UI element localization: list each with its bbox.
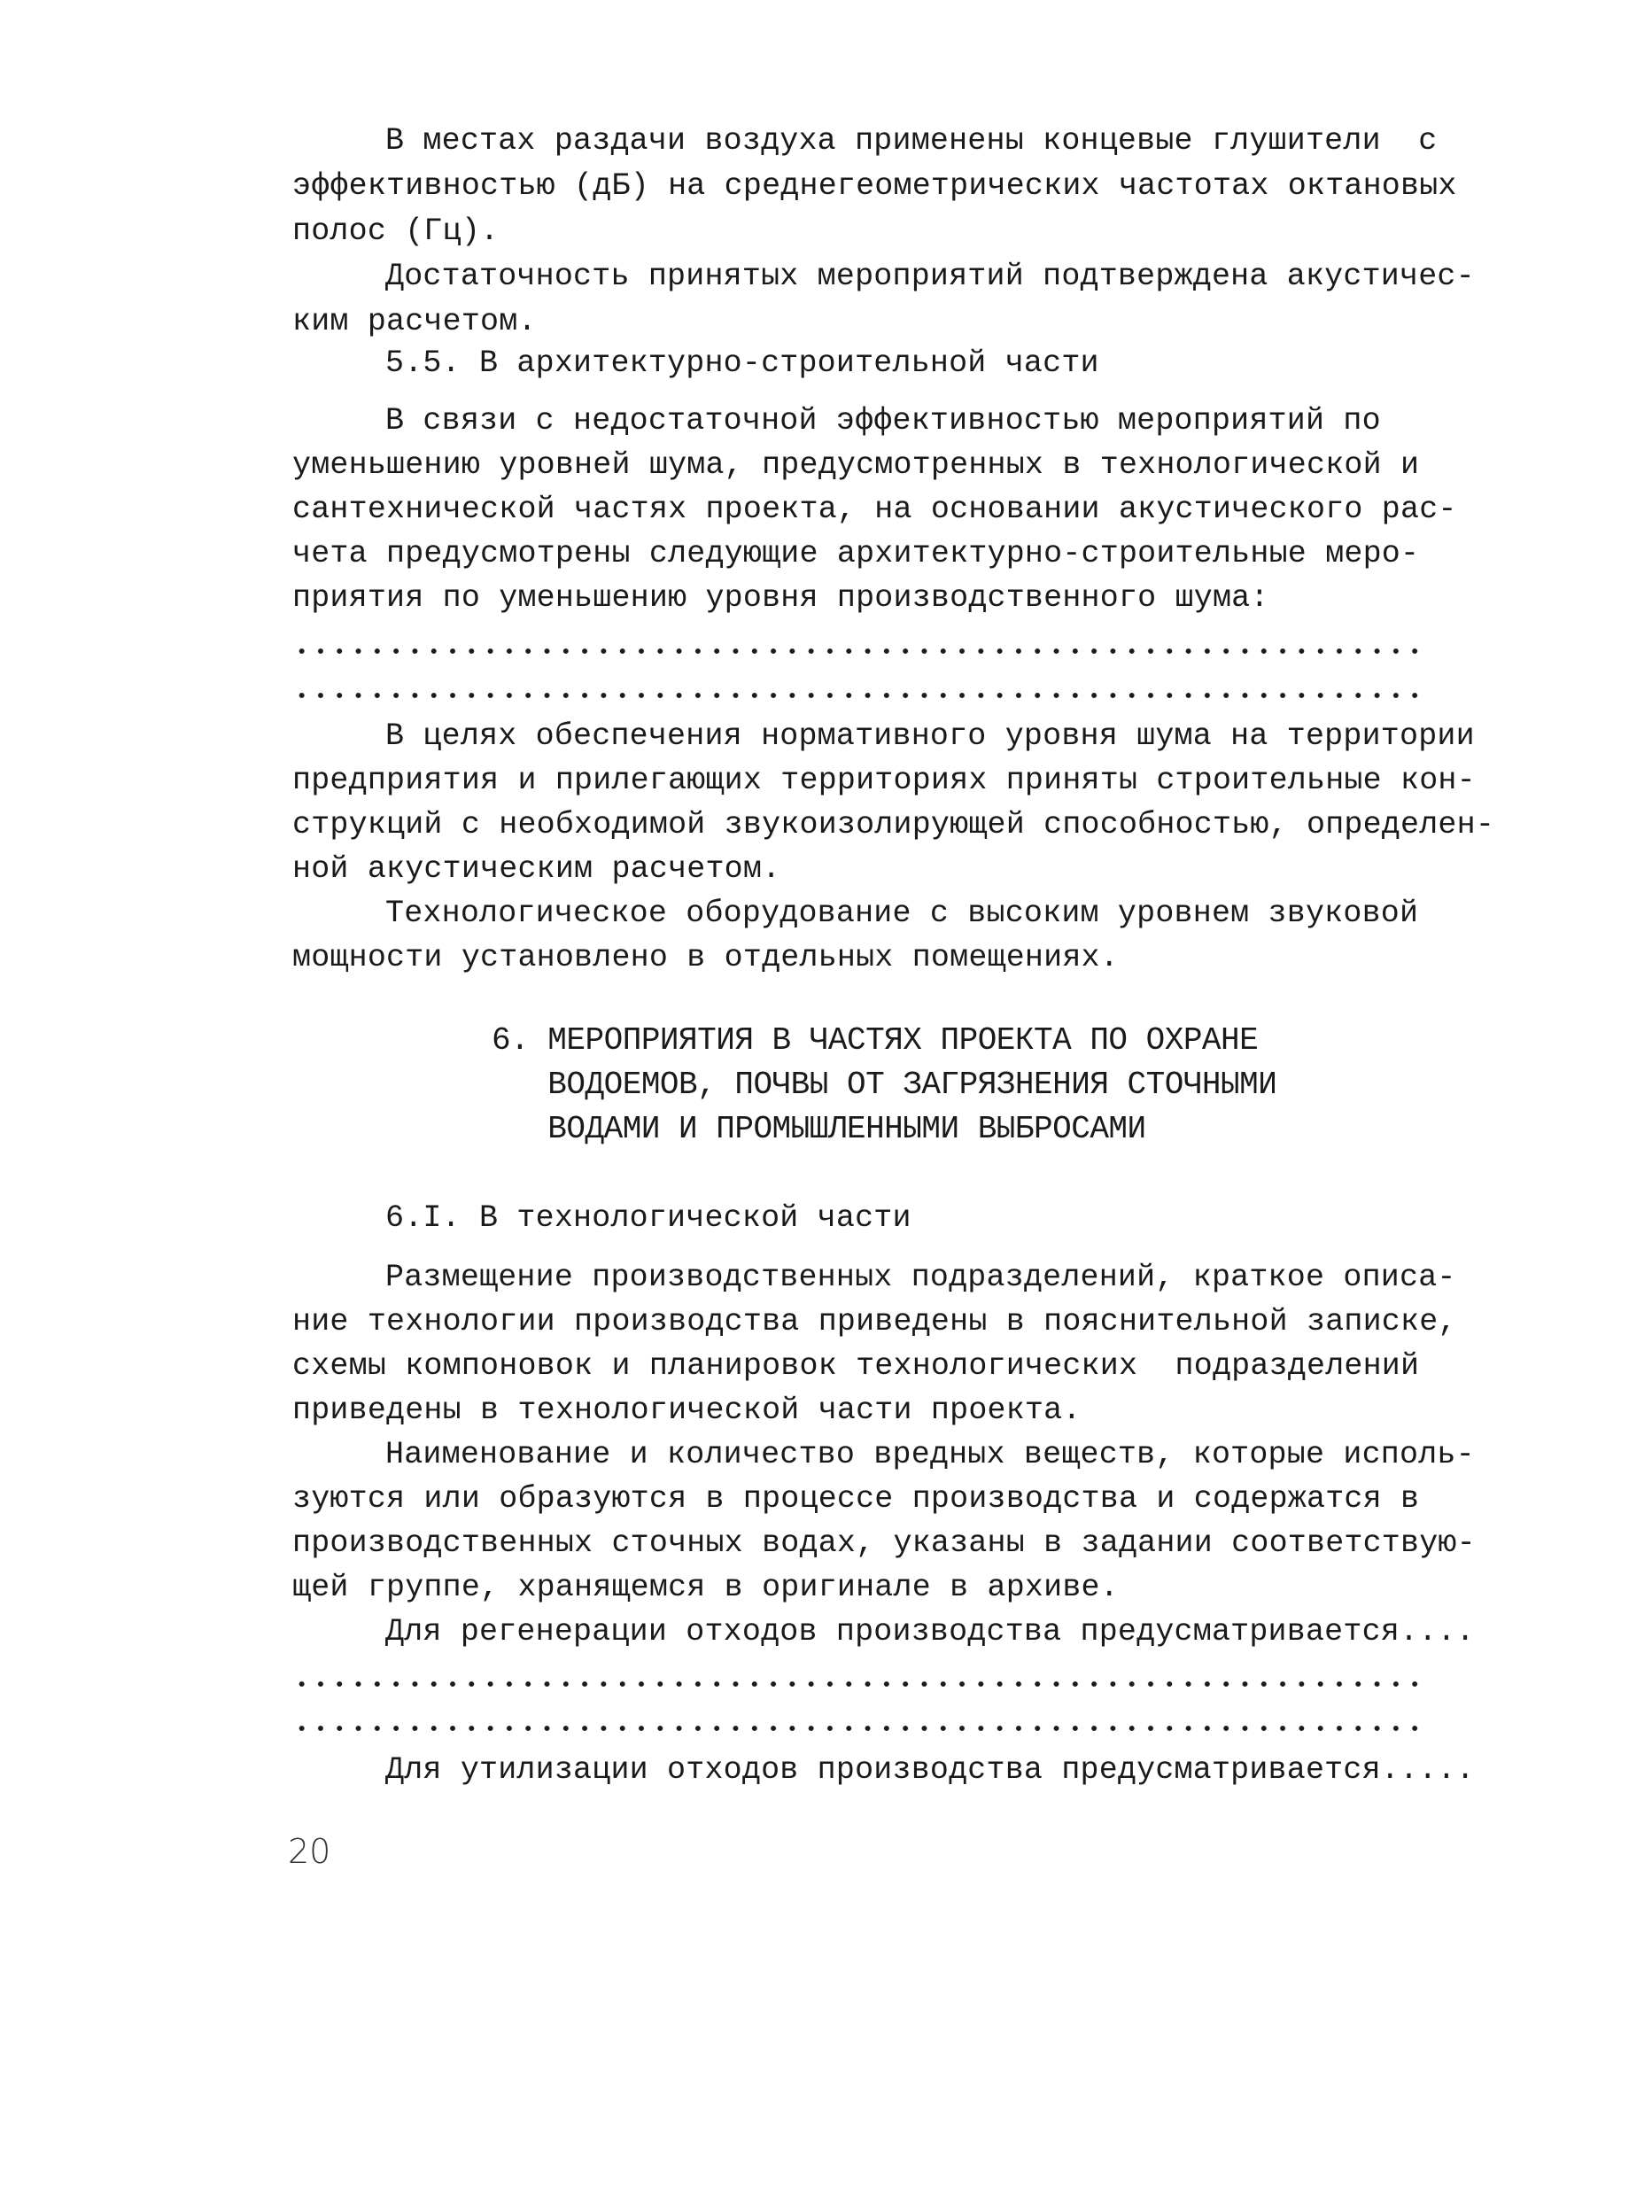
text-line: приятия по уменьшению уровня производственного шума:	[292, 580, 1269, 616]
text-line: В целях обеспечения нормативного уровня шума на территории	[385, 718, 1475, 754]
page-number: 20	[288, 1832, 331, 1871]
text-line: щей группе, хранящемся в оригинале в архиве.	[292, 1570, 1119, 1605]
dotted-fill-line	[292, 1678, 1426, 1690]
text-line: Наименование и количество вредных веществ, которые исполь-	[385, 1437, 1475, 1472]
text-line: ной акустическим расчетом.	[292, 851, 781, 887]
dotted-fill-line	[292, 689, 1426, 702]
text-line: уменьшению уровней шума, предусмотренных в технологической и	[292, 447, 1420, 483]
section-heading: 6. МЕРОПРИЯТИЯ В ЧАСТЯХ ПРОЕКТА ПО ОХРАНЕ	[492, 1022, 1259, 1059]
text-line: Достаточность принятых мероприятий подтверждена акустичес-	[385, 259, 1475, 294]
text-line: чета предусмотрены следующие архитектурно-строительные меро-	[292, 536, 1420, 571]
text-line: схемы компоновок и планировок технологических подразделений	[292, 1348, 1420, 1384]
dotted-fill-line	[292, 1722, 1426, 1735]
text-line: мощности установлено в отдельных помещениях.	[292, 940, 1119, 975]
text-line: ким расчетом.	[292, 304, 537, 339]
text-line: Для регенерации отходов производства предусматривается....	[385, 1614, 1475, 1649]
text-line: эффективностью (дБ) на среднегеометрических частотах октановых	[292, 168, 1457, 204]
text-line: полос (Гц).	[292, 213, 500, 249]
section-title: 6.I. В технологической части	[385, 1200, 911, 1236]
text-line: В связи с недостаточной эффективностью мероприятий по	[385, 403, 1381, 439]
text-line: Размещение производственных подразделений, краткое описа-	[385, 1260, 1456, 1295]
dotted-fill-line	[292, 645, 1426, 657]
text-line: производственных сточных водах, указаны в задании соответствую-	[292, 1525, 1476, 1561]
text-line: В местах раздачи воздуха применены концевые глушители с	[385, 123, 1438, 159]
section-heading: ВОДАМИ И ПРОМЫШЛЕННЫМИ ВЫБРОСАМИ	[492, 1111, 1146, 1147]
section-title: 5.5. В архитектурно-строительной части	[385, 345, 1099, 381]
text-line: ние технологии производства приведены в пояснительной записке,	[292, 1304, 1457, 1339]
text-line: зуются или образуются в процессе производства и содержатся в	[292, 1481, 1420, 1517]
text-line: предприятия и прилегающих территориях приняты строительные кон-	[292, 763, 1476, 798]
section-heading: ВОДОЕМОВ, ПОЧВЫ ОТ ЗАГРЯЗНЕНИЯ СТОЧНЫМИ	[492, 1067, 1277, 1103]
text-line: приведены в технологической части проекта.	[292, 1393, 1082, 1428]
text-line: струкций с необходимой звукоизолирующей способностью, определен-	[292, 807, 1495, 842]
text-line: сантехнической частях проекта, на основании акустического рас-	[292, 492, 1457, 527]
text-line: Технологическое оборудование с высоким уровнем звуковой	[385, 896, 1419, 931]
text-line: Для утилизации отходов производства предусматривается.....	[385, 1752, 1475, 1788]
